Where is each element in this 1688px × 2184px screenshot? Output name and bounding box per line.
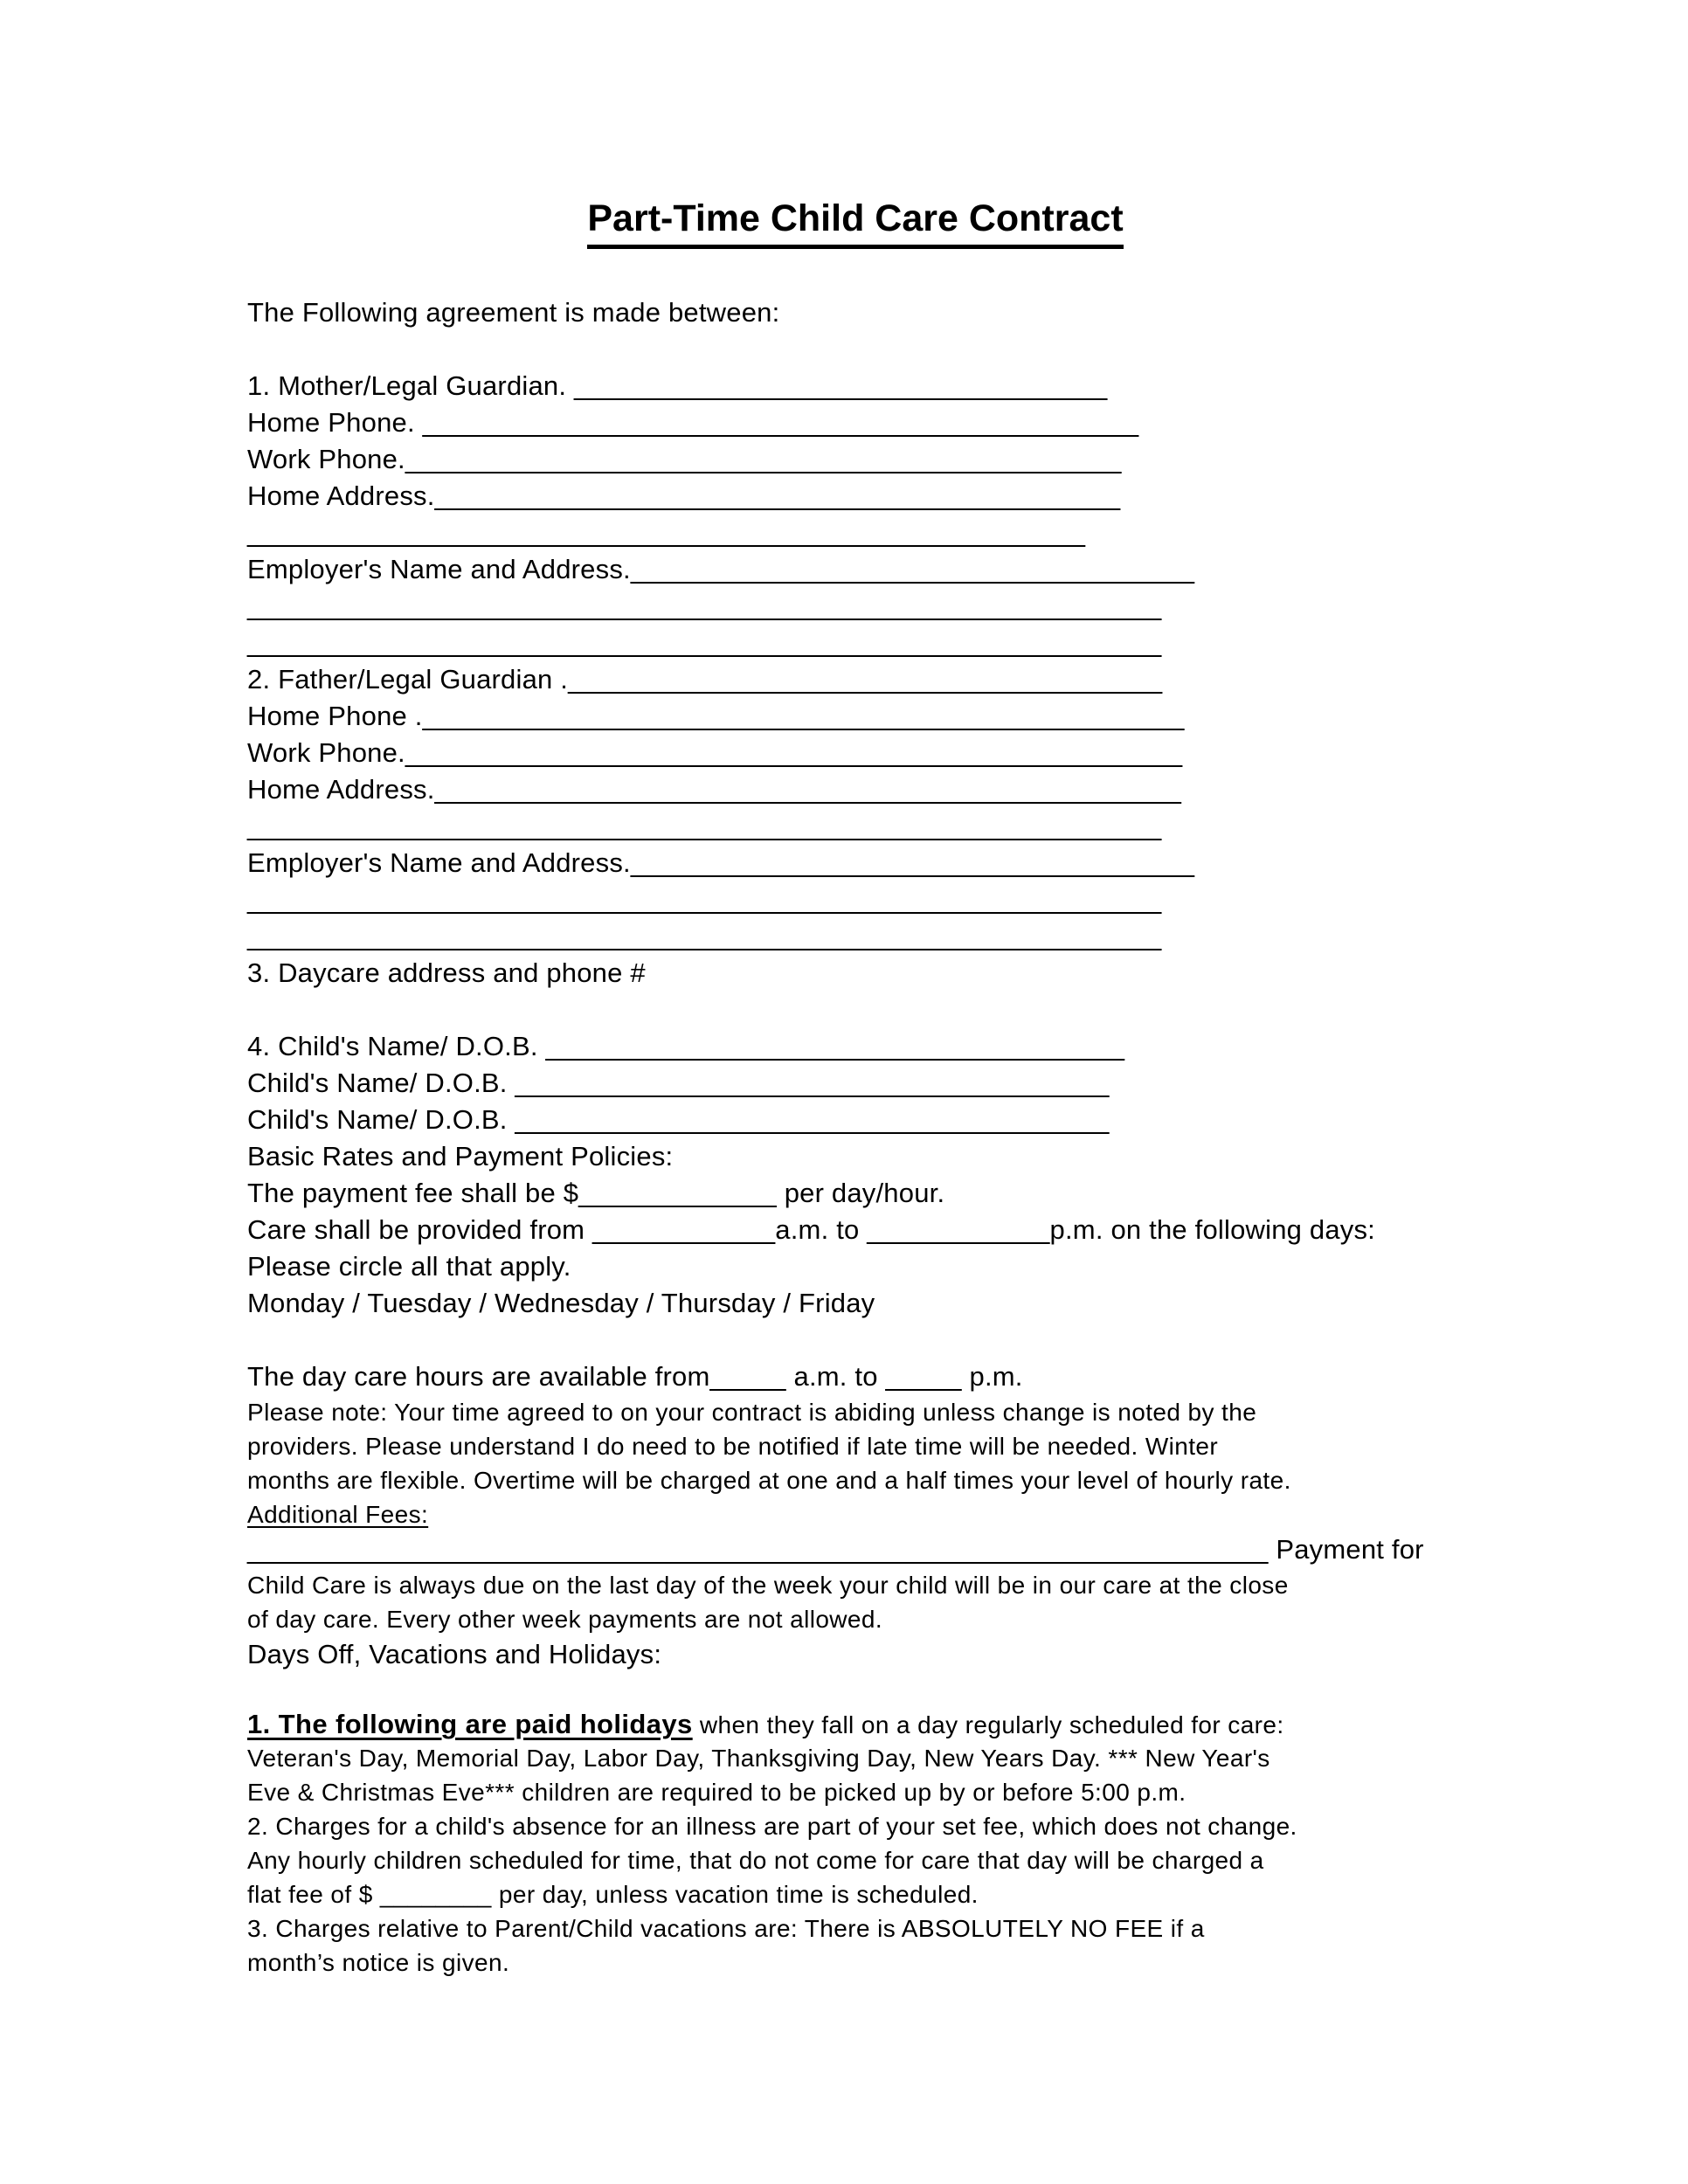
additional-fees-heading-text: Additional Fees: <box>247 1501 429 1528</box>
vacation-charges-line-2: month’s notice is given. <box>247 1949 510 1976</box>
intro-text: The Following agreement is made between: <box>247 297 780 328</box>
document-body <box>247 294 1463 1980</box>
hourly-charge-line: Any hourly children scheduled for time, that do not come for care that day will be charged a <box>247 1847 1264 1874</box>
field-child-1: 4. Child's Name/ D.O.B. ______________________________________ <box>247 1031 1125 1061</box>
days-off-heading: Days Off, Vacations and Holidays: <box>247 1639 662 1669</box>
holidays-list-line-2: Eve & Christmas Eve*** children are required to be picked up by or before 5:00 p.m. <box>247 1779 1186 1806</box>
field-child-2: Child's Name/ D.O.B. _______________________________________ <box>247 1068 1110 1098</box>
additional-fees-heading <box>247 1497 1463 1531</box>
field-mother-guardian: 1. Mother/Legal Guardian. ___________________________________ <box>247 370 1108 401</box>
field-mother-employer-cont-2: ____________________________________________________________ <box>247 627 1162 658</box>
field-father-employer: Employer's Name and Address._____________________________________ <box>247 847 1195 878</box>
field-child-3: Child's Name/ D.O.B. _______________________________________ <box>247 1104 1110 1135</box>
field-care-hours: Care shall be provided from ____________a.m. to ____________p.m. on the following days: <box>247 1214 1375 1245</box>
field-father-guardian: 2. Father/Legal Guardian ._______________________________________ <box>247 664 1163 695</box>
field-payment-fee: The payment fee shall be $_____________ per day/hour. <box>247 1178 945 1208</box>
paid-holidays-line <box>247 1707 1463 1741</box>
contract-document <box>247 194 1463 1980</box>
spacer <box>247 331 1463 368</box>
spacer <box>247 1673 1463 1707</box>
circle-instruction: Please circle all that apply. <box>247 1251 571 1282</box>
note-paragraph-line-3: months are flexible. Overtime will be charged at one and a half times your level of hourly rate. <box>247 1467 1291 1494</box>
rates-heading: Basic Rates and Payment Policies: <box>247 1141 674 1171</box>
paid-holidays-lead: 1. The following are paid holidays <box>247 1709 693 1739</box>
daycare-address-heading: 3. Daycare address and phone # <box>247 957 646 988</box>
field-mother-employer: Employer's Name and Address._____________________________________ <box>247 554 1195 584</box>
note-paragraph-line-2: providers. Please understand I do need to be notified if late time will be needed. Winter <box>247 1433 1219 1460</box>
holidays-list-line-1: Veteran's Day, Memorial Day, Labor Day, Thanksgiving Day, New Years Day. *** New Year's <box>247 1745 1270 1772</box>
field-additional-fees: ___________________________________________________________________ Payment for <box>247 1534 1424 1565</box>
field-father-employer-cont-1: ____________________________________________________________ <box>247 884 1162 915</box>
field-father-work-phone: Work Phone.___________________________________________________ <box>247 737 1183 768</box>
field-daycare-available-hours: The day care hours are available from_____ a.m. to _____ p.m. <box>247 1361 1023 1392</box>
weekday-options: Monday / Tuesday / Wednesday / Thursday / Friday <box>247 1288 875 1318</box>
field-mother-employer-cont-1: ____________________________________________________________ <box>247 591 1162 621</box>
field-father-home-address-cont: ____________________________________________________________ <box>247 811 1162 841</box>
payment-terms-line-1: Child Care is always due on the last day of the week your child will be in our care at the close <box>247 1572 1289 1599</box>
field-mother-home-phone: Home Phone. _______________________________________________ <box>247 407 1139 438</box>
vacation-charges-line-1: 3. Charges relative to Parent/Child vacations are: There is ABSOLUTELY NO FEE if a <box>247 1915 1205 1942</box>
field-mother-work-phone: Work Phone._______________________________________________ <box>247 444 1122 474</box>
field-mother-home-address: Home Address._____________________________________________ <box>247 480 1121 511</box>
field-father-home-phone: Home Phone .__________________________________________________ <box>247 701 1185 731</box>
field-father-home-address: Home Address._________________________________________________ <box>247 774 1182 805</box>
payment-terms-line-2: of day care. Every other week payments are not allowed. <box>247 1606 883 1633</box>
field-flat-fee: flat fee of $ ________ per day, unless vacation time is scheduled. <box>247 1881 979 1908</box>
spacer <box>247 992 1463 1028</box>
document-title <box>247 194 1463 249</box>
field-mother-home-address-cont: _______________________________________________________ <box>247 517 1086 548</box>
paid-holidays-rest: when they fall on a day regularly scheduled for care: <box>692 1711 1284 1738</box>
spacer <box>247 1322 1463 1358</box>
document-title-text: Part-Time Child Care Contract <box>587 194 1123 249</box>
absence-charges-line: 2. Charges for a child's absence for an illness are part of your set fee, which does not change. <box>247 1813 1297 1840</box>
field-father-employer-cont-2: ____________________________________________________________ <box>247 921 1162 951</box>
note-paragraph-line-1: Please note: Your time agreed to on your contract is abiding unless change is noted by the <box>247 1399 1257 1426</box>
